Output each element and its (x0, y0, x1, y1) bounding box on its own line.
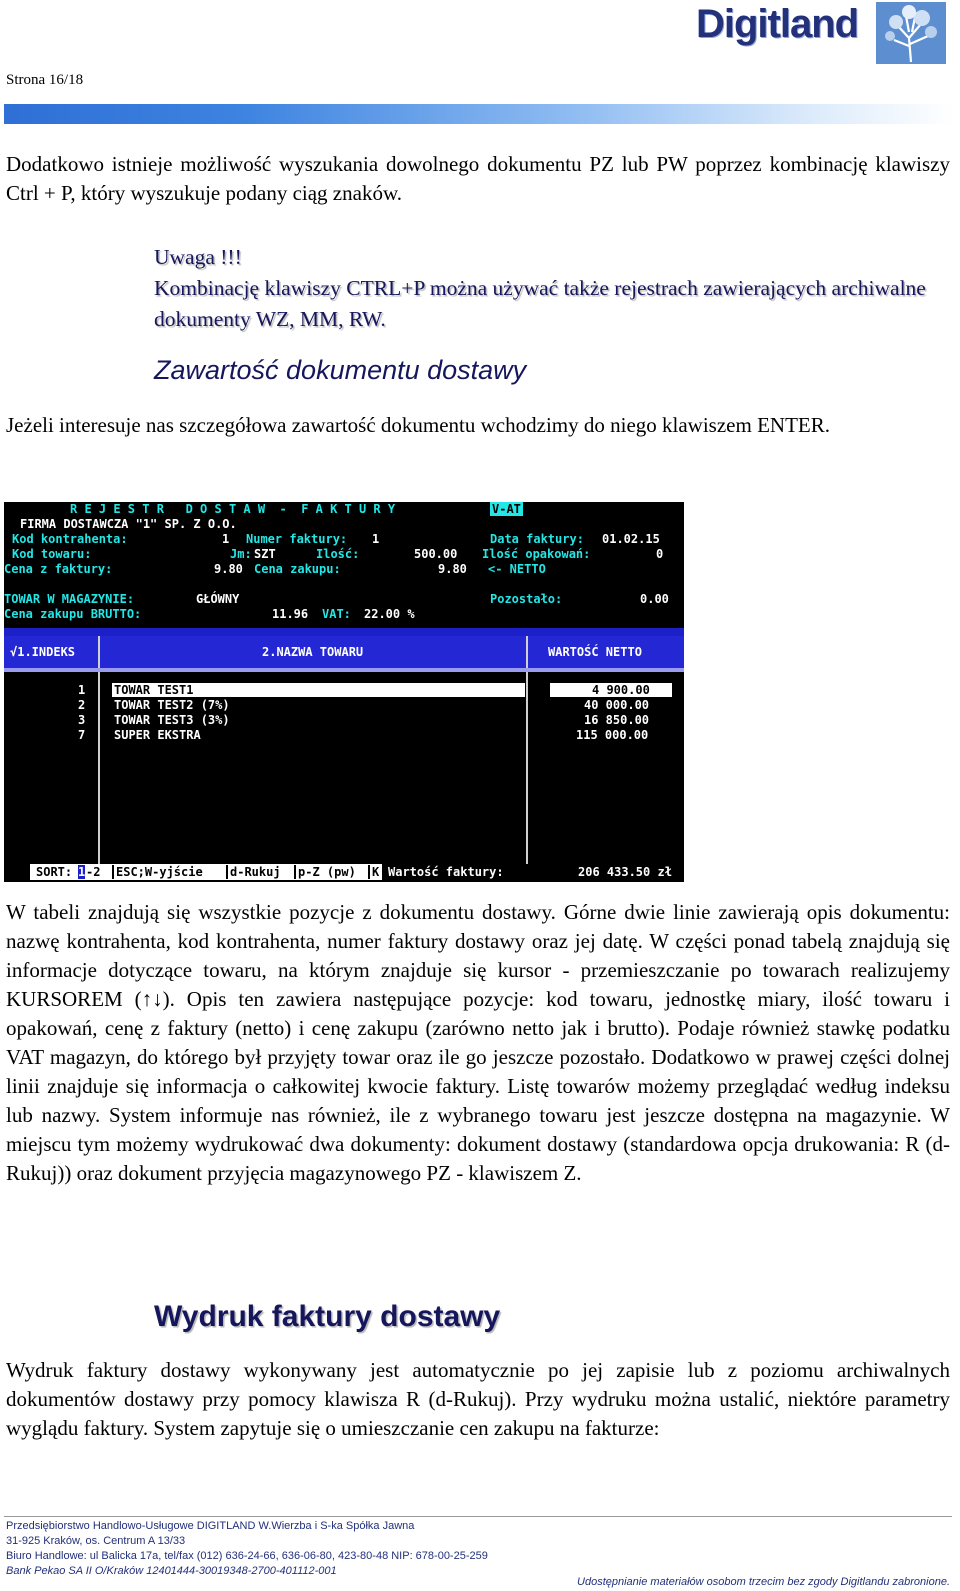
dos-status-print[interactable]: d-Rukuj (226, 865, 281, 879)
logo-text: Digitland (696, 2, 859, 46)
dos-title-tag: V-AT (492, 502, 521, 516)
dos-row-1-value: 4 900.00 (592, 683, 650, 697)
dos-status-total-label: Wartość faktury: (388, 865, 504, 879)
dos-jm: SZT (254, 547, 276, 561)
dos-firm-name: FIRMA DOSTAWCZA "1" SP. Z O.O. (20, 517, 237, 531)
dos-magazyn: GŁÓWNY (196, 592, 240, 606)
dos-row-1-index: 1 (78, 683, 86, 697)
dos-cena-brutto-label: Cena zakupu BRUTTO: (4, 607, 142, 621)
dos-screen (4, 502, 684, 882)
dos-cena-brutto: 11.96 (272, 607, 309, 621)
dos-vat: 22.00 % (364, 607, 415, 621)
dos-ilosc-opakowan-label: Ilość opakowań: (482, 547, 591, 561)
warning-text: Kombinację klawiszy CTRL+P można używać także rejestrach zawierających archiwalne dokumenty WZ, MM, RW. (154, 276, 926, 331)
dos-band-top (4, 628, 684, 636)
warning-title: Uwaga !!! (154, 245, 242, 269)
dos-status-sort-2[interactable]: -2 (86, 865, 101, 879)
dos-ilosc-label: Ilość: (316, 547, 360, 561)
dos-title: R E J E S T R D O S T A W - F A K T U R Y (70, 502, 396, 516)
footer-address: 31-925 Kraków, os. Centrum A 13/33 (6, 1535, 186, 1547)
dos-status-pz[interactable]: p-Z (pw) (294, 865, 356, 879)
dos-ilosc: 500.00 (414, 547, 458, 561)
dos-kod-towaru-label: Kod towaru: (12, 547, 92, 561)
dos-col-name[interactable]: 2.NAZWA TOWARU (262, 645, 364, 659)
dos-vat-label: VAT: (322, 607, 351, 621)
dos-numer-faktury-label: Numer faktury: (246, 532, 348, 546)
dos-data-faktury: 01.02.15 (602, 532, 660, 546)
dos-pozostalo: 0.00 (640, 592, 669, 606)
footer-bank: Bank Pekao SA II O/Kraków 12401444-30019348-2700-401112-001 (6, 1565, 337, 1577)
paragraph-invoice-print: Wydruk faktury dostawy wykonywany jest automatycznie po jej zapisie lub z poziomu archiwalnych dokumentów dostawy przy pomocy klawisza R (d-Rukuj). Przy wydruku można ustalić, niektóre parametry wyglądu faktury. System zapytuje się o umieszczanie cen zakupu na fakturze: (6, 1358, 950, 1440)
footer-company: Przedsiębiorstwo Handlowo-Usługowe DIGITLAND W.Wierzba i S-ka Spółka Jawna (6, 1520, 415, 1532)
dos-row-2-value: 40 000.00 (584, 698, 650, 712)
dos-towar-w-magazynie-label: TOWAR W MAGAZYNIE: (4, 592, 135, 606)
dos-row-4-index: 7 (78, 728, 86, 742)
dos-col-value[interactable]: WARTOŚĆ NETTO (548, 645, 642, 659)
dos-numer-faktury: 1 (372, 532, 380, 546)
dos-row-1-name[interactable]: TOWAR TEST1 (114, 683, 194, 697)
dos-row-3-value: 16 850.00 (584, 713, 650, 727)
dos-cena-zakupu: 9.80 (438, 562, 467, 576)
dos-status-esc[interactable]: ESC;W-yjście (112, 865, 203, 879)
warning-box (154, 242, 944, 335)
dos-row-3-name[interactable]: TOWAR TEST3 (3%) (114, 713, 230, 727)
dos-col-index[interactable]: √1.INDEKS (10, 645, 76, 659)
dos-row-4-name[interactable]: SUPER EKSTRA (114, 728, 201, 742)
dos-pozostalo-label: Pozostało: (490, 592, 563, 606)
dos-kod-kontrahenta-label: Kod kontrahenta: (12, 532, 128, 546)
dos-kod-kontrahenta: 1 (222, 532, 230, 546)
dos-row-3-index: 3 (78, 713, 86, 727)
dos-row-4-value: 115 000.00 (576, 728, 649, 742)
tree-logo-icon (876, 2, 946, 64)
dos-row-2-index: 2 (78, 698, 86, 712)
dos-cena-z-faktury: 9.80 (214, 562, 243, 576)
dos-data-faktury-label: Data faktury: (490, 532, 584, 546)
footer-divider (4, 1516, 952, 1517)
paragraph-enter: Jeżeli interesuje nas szczegółowa zawartość dokumentu wchodzimy do niego klawiszem ENTER. (6, 413, 830, 437)
paragraph-search: Dodatkowo istnieje możliwość wyszukania dowolnego dokumentu PZ lub PW poprzez kombinację klawiszy Ctrl + P, który wyszukuje podany ciąg znaków. (6, 152, 950, 205)
header-gradient-bar (4, 104, 954, 124)
footer-office: Biuro Handlowe: ul Balicka 17a, tel/fax (012) 636-24-66, 636-06-80, 423-80-48 NIP: 678-00-25-259 (6, 1550, 488, 1562)
dos-ilosc-opakowan: 0 (656, 547, 664, 561)
dos-status-left-mark (4, 864, 30, 880)
dos-jm-label: Jm: (230, 547, 252, 561)
page-number: Strona 16/18 (6, 72, 84, 88)
dos-status-sort-1[interactable]: 1 (78, 865, 86, 879)
company-logo (696, 2, 946, 64)
footer-notice: Udostępnianie materiałów osobom trzecim bez zgody Digitlandu zabronione. (577, 1576, 950, 1588)
dos-status-sort: SORT: (36, 865, 73, 879)
dos-cena-zakupu-label: Cena zakupu: (254, 562, 341, 576)
dos-status-k[interactable]: K (368, 865, 379, 879)
dos-band-bottom (4, 668, 684, 672)
dos-netto: <- NETTO (488, 562, 546, 576)
paragraph-table-description: W tabeli znajdują się wszystkie pozycje z dokumentu dostawy. Górne dwie linie zawierają opis dokumentu: nazwę kontrahenta, kod kontrahenta, numer faktury dostawy oraz jej datę. W części ponad tabelą znajdują się informacje dotyczące towaru, na którym znajduje się kursor - przemieszczanie po towarach realizujemy KURSOREM (↑↓). Opis ten zawiera następujące pozycje: kod towaru, jednostkę miary, ilość towaru i opakowań, cenę z faktury (netto) i cenę zakupu (zarówno netto jak i brutto). Podaje również stawkę podatku VAT magazyn, do którego był przyjęty towar oraz ile go jeszcze pozostało. Dodatkowo w prawej części dolnej linii znajduje się informacja o całkowitej kwocie faktury. Listę towarów możemy przeglądać według indeksu lub nazwy. System informuje nas również, ile z wybranego towaru jest jeszcze dostępna na magazynie. W miejscu tym możemy wydrukować dwa dokumenty: dokument dostawy (standardowa opcja drukowania: R (d-Rukuj)) oraz dokument przyjęcia magazynowego PZ - klawiszem Z. (6, 900, 950, 1185)
dos-row-2-name[interactable]: TOWAR TEST2 (7%) (114, 698, 230, 712)
dos-status-total: 206 433.50 zł (578, 865, 672, 879)
heading-invoice-print: Wydruk faktury dostawy (154, 1300, 501, 1333)
dos-cena-z-faktury-label: Cena z faktury: (4, 562, 113, 576)
heading-document-contents: Zawartość dokumentu dostawy (154, 355, 527, 385)
